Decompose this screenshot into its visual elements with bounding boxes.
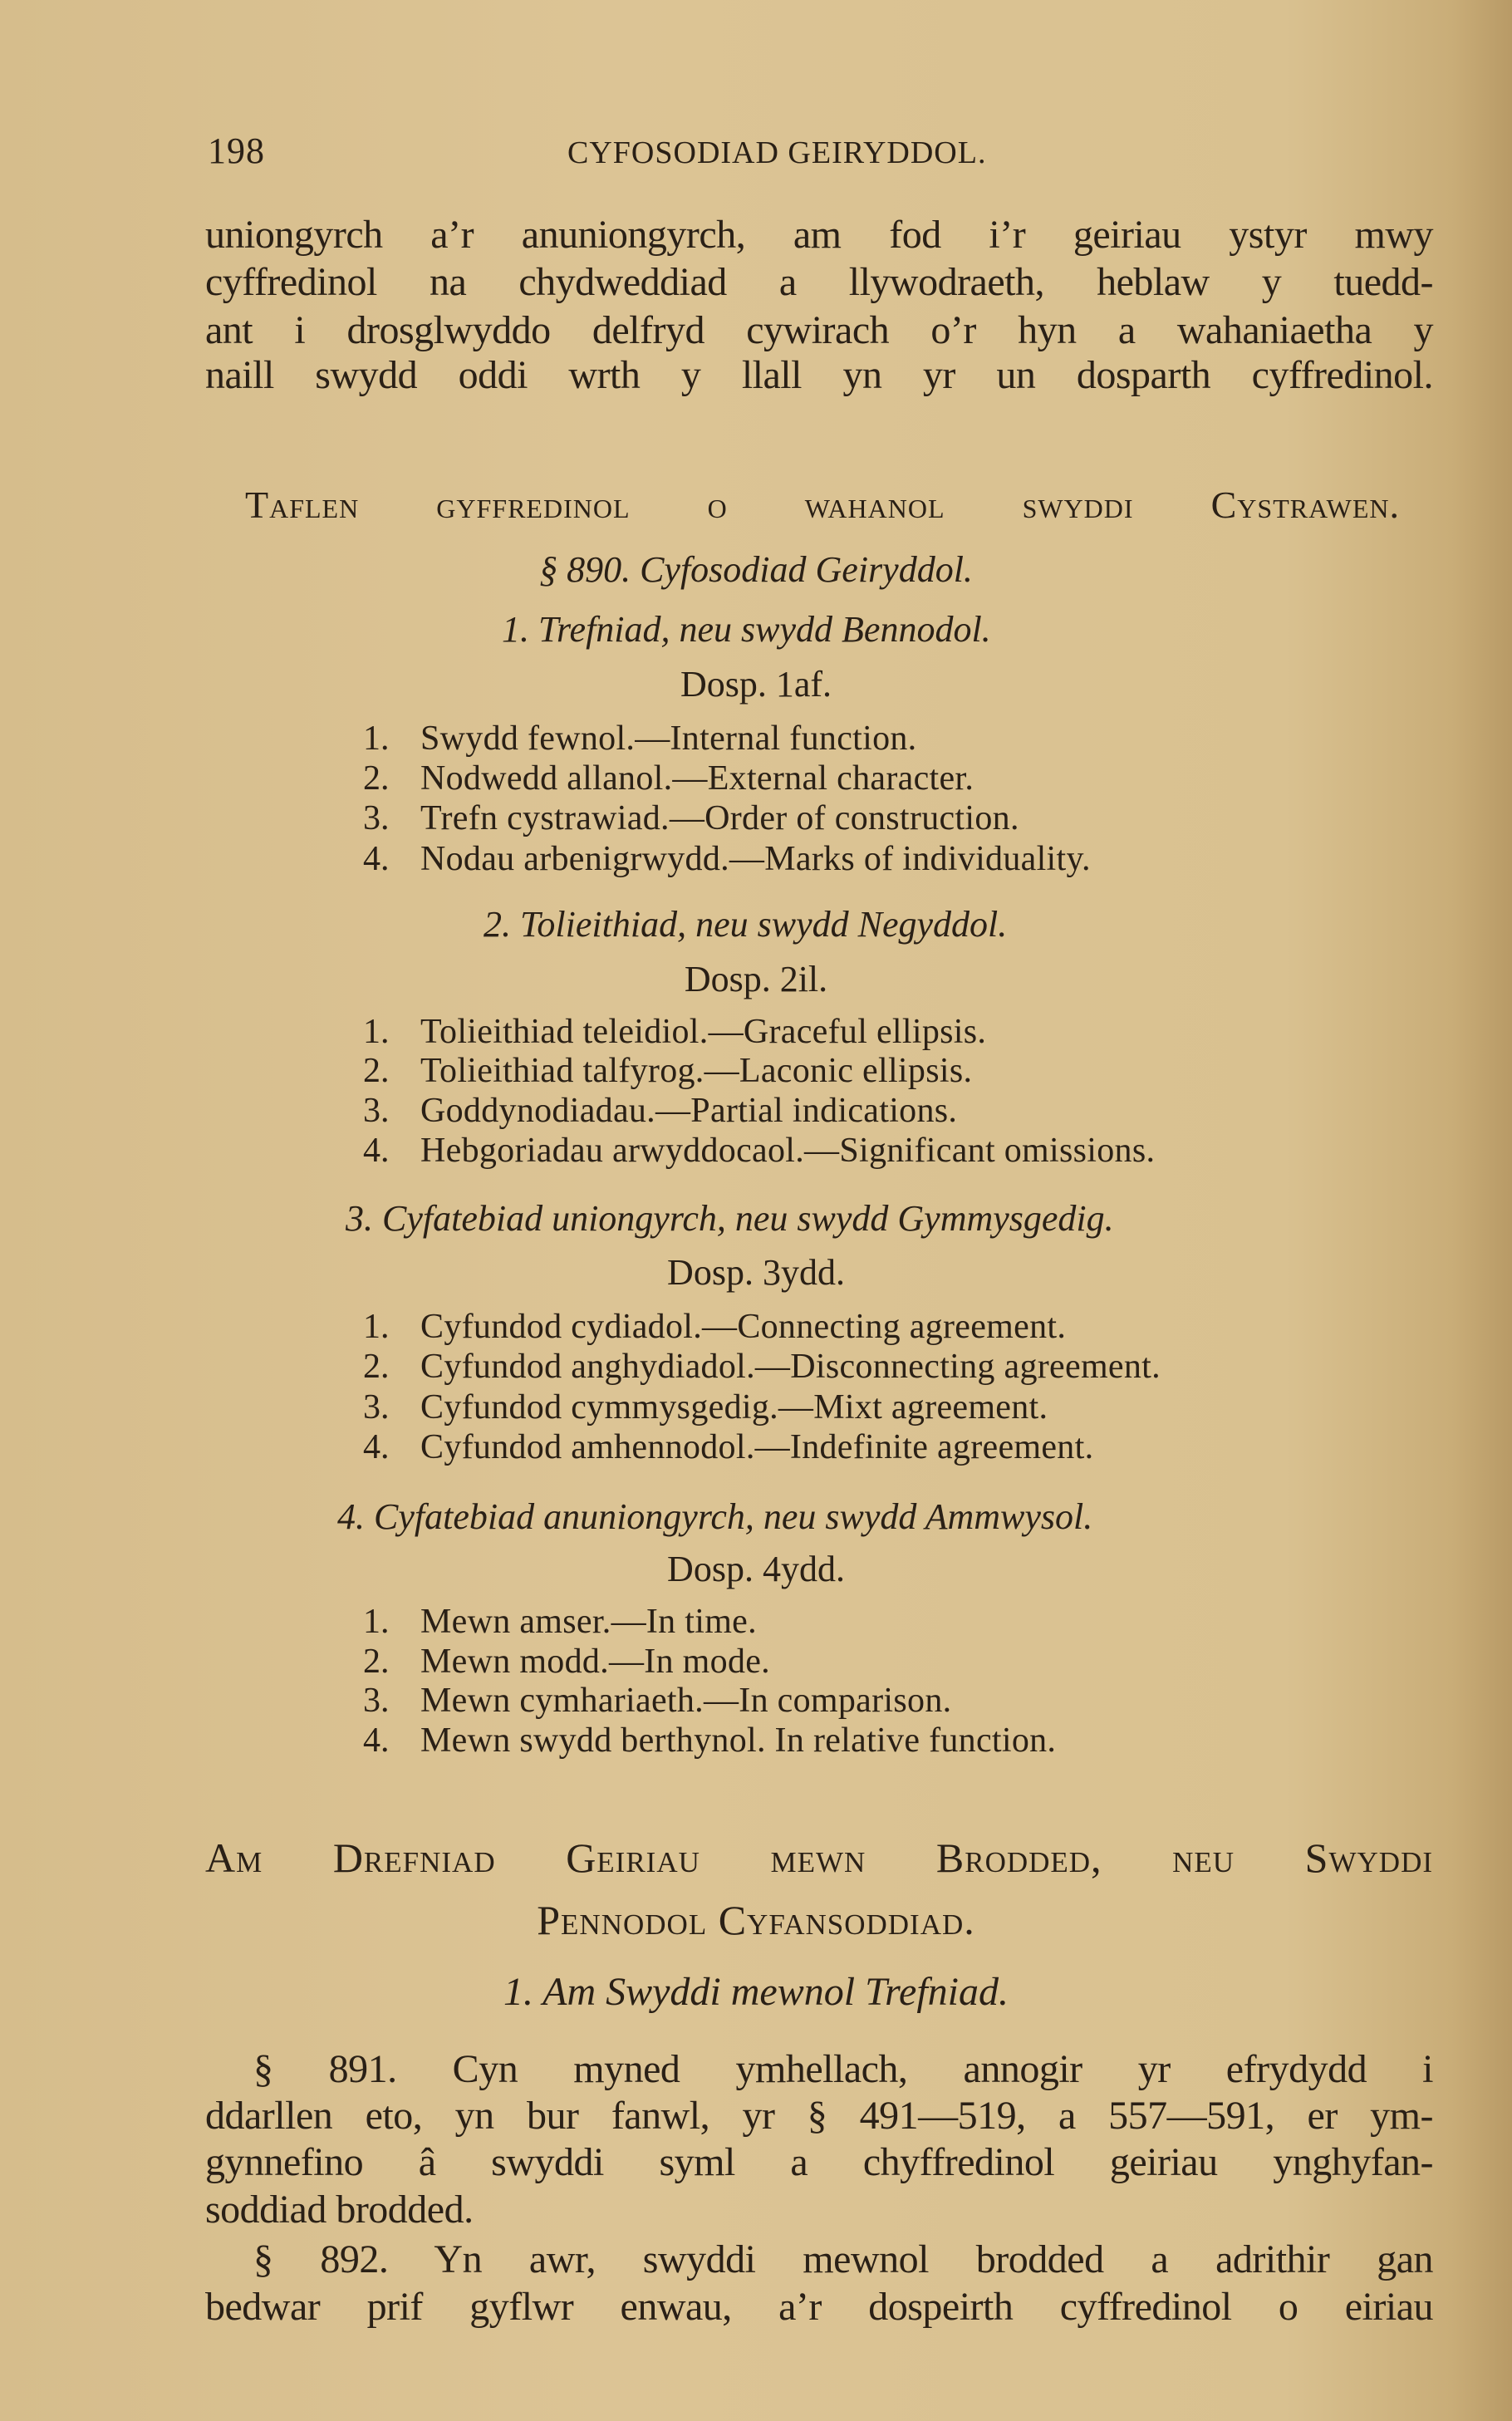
text-line: ddarllen eto, yn bur fanwl, yr § 491—519, a 557—591, er ym-: [205, 2094, 1433, 2138]
item-number: 2.: [363, 759, 390, 798]
list-item: Tolieithiad talfyrog.—Laconic ellipsis.: [420, 1052, 973, 1090]
item-number: 3.: [363, 799, 390, 837]
page-number: 198: [208, 130, 265, 171]
list-item: Cyfundod cymmysgedig.—Mixt agreement.: [420, 1388, 1048, 1427]
item-number: 1.: [363, 1308, 390, 1346]
item-number: 3.: [363, 1682, 390, 1720]
item-number: 1.: [363, 719, 390, 758]
list-item: Mewn swydd berthynol. In relative function.: [420, 1721, 1057, 1760]
dosp-label: Dosp. 2il.: [684, 959, 828, 999]
chapter-title-line: Pennodol Cyfansoddiad.: [537, 1897, 975, 1943]
running-title: CYFOSODIAD GEIRYDDOL.: [567, 135, 987, 170]
item-number: 3.: [363, 1092, 390, 1130]
item-number: 2.: [363, 1348, 390, 1386]
text-line: § 891. Cyn myned ymhellach, annogir yr efrydydd i: [253, 2047, 1433, 2091]
group-heading: 4. Cyfatebiad anuniongyrch, neu swydd Ammwysol.: [337, 1496, 1093, 1537]
group-heading: 1. Trefniad, neu swydd Bennodol.: [502, 609, 991, 650]
list-item: Cyfundod cydiadol.—Connecting agreement.: [420, 1308, 1067, 1346]
text-line: soddiad brodded.: [205, 2188, 474, 2232]
dosp-label: Dosp. 1af.: [680, 664, 832, 705]
text-line: gynnefino â swyddi syml a chyffredinol geiriau ynghyfan-: [205, 2140, 1433, 2184]
item-number: 2.: [363, 1052, 390, 1090]
text-line: § 892. Yn awr, swyddi mewnol brodded a adrithir gan: [253, 2237, 1433, 2281]
item-number: 4.: [363, 1721, 390, 1760]
subsection-heading: 1. Am Swyddi mewnol Trefniad.: [503, 1970, 1009, 2014]
list-item: Mewn cymhariaeth.—In comparison.: [420, 1682, 952, 1720]
text-line: cyffredinol na chydweddiad a llywodraeth, heblaw y tuedd-: [205, 260, 1433, 304]
group-heading: 3. Cyfatebiad uniongyrch, neu swydd Gymmysgedig.: [346, 1198, 1114, 1239]
item-number: 4.: [363, 840, 390, 878]
item-number: 1.: [363, 1013, 390, 1051]
list-item: Cyfundod anghydiadol.—Disconnecting agreement.: [420, 1348, 1161, 1386]
table-title: Taflen gyffredinol o wahanol swyddi Cystrawen.: [245, 484, 1400, 526]
item-number: 3.: [363, 1388, 390, 1427]
dosp-label: Dosp. 3ydd.: [667, 1252, 845, 1293]
list-item: Tolieithiad teleidiol.—Graceful ellipsis.: [420, 1013, 987, 1051]
text-line: bedwar prif gyflwr enwau, a’r dospeirth cyffredinol o eiriau: [205, 2285, 1433, 2329]
group-heading: 2. Tolieithiad, neu swydd Negyddol.: [484, 904, 1008, 945]
list-item: Mewn amser.—In time.: [420, 1603, 757, 1641]
list-item: Trefn cystrawiad.—Order of construction.: [420, 799, 1019, 837]
item-number: 4.: [363, 1428, 390, 1466]
list-item: Cyfundod amhennodol.—Indefinite agreement.: [420, 1428, 1094, 1466]
list-item: Goddynodiadau.—Partial indications.: [420, 1092, 958, 1130]
list-item: Mewn modd.—In mode.: [420, 1643, 770, 1681]
text-line: ant i drosglwyddo delfryd cywirach o’r hyn a wahaniaetha y: [205, 308, 1433, 352]
list-item: Nodau arbenigrwydd.—Marks of individuality.: [420, 840, 1091, 878]
list-item: Hebgoriadau arwyddocaol.—Significant omissions.: [420, 1132, 1156, 1170]
dosp-label: Dosp. 4ydd.: [667, 1549, 845, 1589]
list-item: Nodwedd allanol.—External character.: [420, 759, 974, 798]
section-heading: § 890. Cyfosodiad Geiryddol.: [539, 549, 973, 590]
list-item: Swydd fewnol.—Internal function.: [420, 719, 917, 758]
chapter-title-line: Am Drefniad Geiriau mewn Brodded, neu Swyddi: [205, 1834, 1433, 1881]
text-line: naill swydd oddi wrth y llall yn yr un dosparth cyffredinol.: [205, 353, 1433, 397]
item-number: 4.: [363, 1132, 390, 1170]
text-line: uniongyrch a’r anuniongyrch, am fod i’r geiriau ystyr mwy: [205, 213, 1433, 257]
item-number: 2.: [363, 1643, 390, 1681]
item-number: 1.: [363, 1603, 390, 1641]
